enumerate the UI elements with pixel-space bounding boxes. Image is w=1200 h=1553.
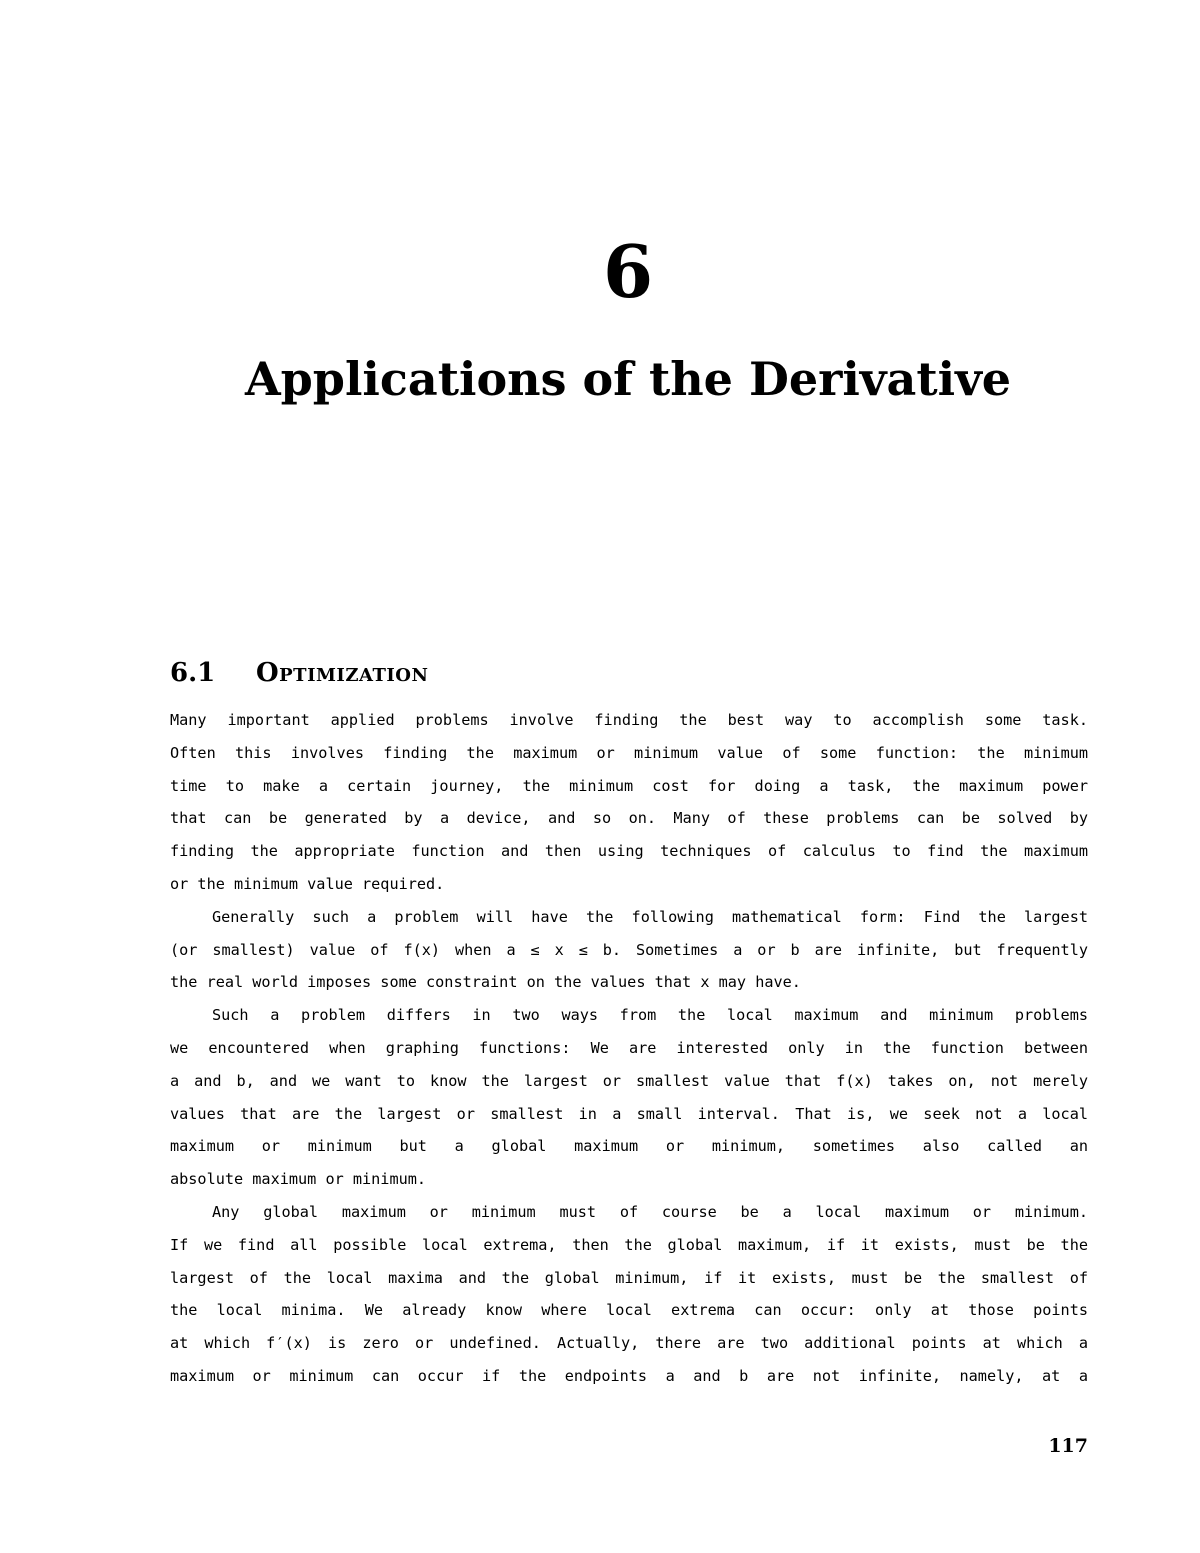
section-number: 6.1 xyxy=(170,658,216,688)
text-line: values that are the largest or smallest in a small interval. That is, we seek not a local xyxy=(170,1104,1088,1123)
text-line: largest of the local maxima and the global minimum, if it exists, must be the smallest of xyxy=(170,1268,1088,1287)
text-line: absolute maximum or minimum. xyxy=(170,1170,427,1189)
text-line: a and b, and we want to know the largest or smallest value that f(x) takes on, not merely xyxy=(170,1071,1088,1090)
text-line: Often this involves finding the maximum or minimum value of some function: the minimum xyxy=(170,743,1088,762)
text-line: the local minima. We already know where local extrema can occur: only at those points xyxy=(170,1301,1088,1320)
text-line: finding the appropriate function and then using techniques of calculus to find the maximum xyxy=(170,842,1088,861)
text-line: (or smallest) value of f(x) when a ≤ x ≤ b. Sometimes a or b are infinite, but frequently xyxy=(170,940,1088,959)
page-number: 117 xyxy=(1048,1435,1088,1457)
text-line: Such a problem differs in two ways from the local maximum and minimum problems xyxy=(212,1006,1088,1025)
chapter-number: 6 xyxy=(602,229,654,314)
text-line: If we find all possible local extrema, then the global maximum, if it exists, must be the xyxy=(170,1235,1088,1254)
section-title: Optimization xyxy=(256,658,429,688)
text-line: Generally such a problem will have the following mathematical form: Find the largest xyxy=(212,907,1088,926)
text-line: maximum or minimum can occur if the endpoints a and b are not infinite, namely, at a xyxy=(170,1366,1088,1385)
chapter-title: Applications of the Derivative xyxy=(244,352,1012,406)
text-line: maximum or minimum but a global maximum or minimum, sometimes also called an xyxy=(170,1137,1088,1156)
text-line: at which f′(x) is zero or undefined. Actually, there are two additional points at which a xyxy=(170,1334,1088,1353)
body-text xyxy=(170,704,1088,1393)
text-line: Any global maximum or minimum must of course be a local maximum or minimum. xyxy=(212,1202,1088,1221)
text-line: the real world imposes some constraint on the values that x may have. xyxy=(170,973,801,992)
section-heading xyxy=(170,656,428,690)
text-line: or the minimum value required. xyxy=(170,874,445,893)
text-line: that can be generated by a device, and so on. Many of these problems can be solved by xyxy=(170,809,1088,828)
text-line: time to make a certain journey, the minimum cost for doing a task, the maximum power xyxy=(170,776,1088,795)
text-line: Many important applied problems involve finding the best way to accomplish some task. xyxy=(170,711,1088,729)
text-line: we encountered when graphing functions: We are interested only in the function between xyxy=(170,1038,1088,1057)
